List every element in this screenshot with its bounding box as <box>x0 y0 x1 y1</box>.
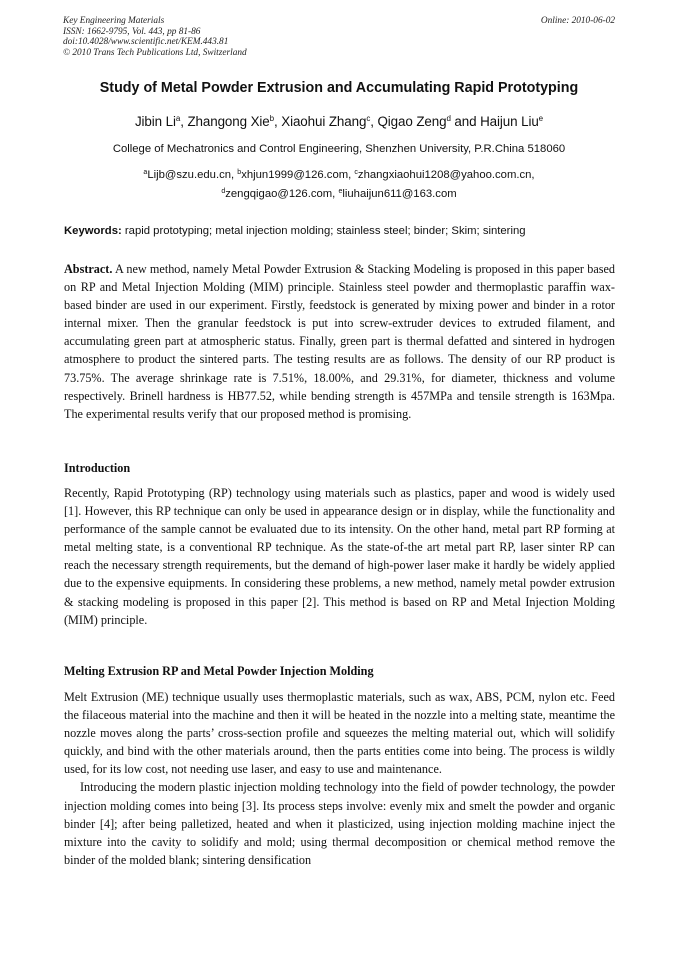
melt-extrusion-section <box>64 688 615 869</box>
author-separator: , <box>274 114 282 129</box>
abstract <box>64 260 615 423</box>
author-list <box>0 114 678 129</box>
email-mark: c <box>354 169 358 176</box>
issn-line: ISSN: 1662-9795, Vol. 443, pp 81-86 <box>63 26 201 37</box>
author-separator: , <box>370 114 378 129</box>
author-name: Xiaohui Zhang <box>281 114 367 129</box>
email-b: xhjun1999@126.com, <box>241 169 355 181</box>
email-a: Lijb@szu.edu.cn, <box>147 169 238 181</box>
author-name: Qigao Zeng <box>377 114 447 129</box>
paper-title: Study of Metal Powder Extrusion and Accumulating Rapid Prototyping <box>99 80 579 96</box>
email-mark: a <box>143 169 148 176</box>
author-mark: a <box>175 114 181 123</box>
doi-line: doi:10.4028/www.scientific.net/KEM.443.81 <box>63 37 229 48</box>
affiliation: College of Mechatronics and Control Engineering, Shenzhen University, P.R.China 518060 <box>112 143 566 155</box>
author-name: Zhangong Xie <box>187 114 270 129</box>
email-mark: b <box>237 169 242 176</box>
email-c: zhangxiaohui1208@yahoo.com.cn, <box>357 169 535 181</box>
email-mark: e <box>338 188 343 195</box>
author-mark: b <box>269 114 274 123</box>
keywords-label: Keywords: <box>64 225 122 237</box>
paragraph: Melt Extrusion (ME) technique usually uses thermoplastic materials, such as wax, ABS, PCM, nylon etc. Feed the filaceous material into the machine and then it will be heated in the nozzle into a melting state, meantime the nozzle moves along the parts’ cross-section profile and squeezes the melting material out, which will solidify quickly, and bind with the other materials around, then the parts entities come into being. The process is wildly used, for its low cost, not needing use laser, and easy to use and maintenance. <box>64 690 615 777</box>
email-mark: d <box>221 188 226 195</box>
author-mark: c <box>366 114 371 123</box>
author-separator: , <box>180 114 188 129</box>
author-mark: e <box>538 114 544 123</box>
author-emails <box>0 166 678 204</box>
journal-header <box>63 16 615 58</box>
paragraph: Introducing the modern plastic injection molding technology into the field of powder technology, the powder injection molding comes into being [3]. Its process steps involve: evenly mix and smelt the powder and organic binder [4]; after being palletized, heated and when it plasticized, using injection molding machine inject the mixture into the cavity to solidify and mold; using thermal decomposition or chemical method remove the binder of the molded blank; sintering densification <box>64 780 615 867</box>
author-name: Haijun Liu <box>480 114 539 129</box>
online-date: Online: 2010-06-02 <box>540 16 615 26</box>
copyright-line: © 2010 Trans Tech Publications Ltd, Switzerland <box>63 47 247 58</box>
keywords-text: rapid prototyping; metal injection molding; stainless steel; binder; Skim; sintering <box>121 225 526 237</box>
introduction-heading: Introduction <box>64 461 131 475</box>
introduction-text: Recently, Rapid Prototyping (RP) technology using materials such as plastics, paper and wood is widely used [1]. However, this RP technique can only be used in appearance design or in display, while the functionality and performance of the sample cannot be evaluated due to its intensity. On the other hand, metal part RP forming at metal melting state, is a conventional RP technique. As the state-of-the art metal part RP, laser sinter RP can reach the necessary strength requirements, but the demand of high-power laser make it hardly be widely applied due to the expensive equipments. In considering these problems, a new method, namely metal powder extrusion & stacking modeling is proposed in this paper [2]. This method is based on RP and Metal Injection Molding (MIM) principle. <box>64 486 615 627</box>
author-mark: d <box>446 114 451 123</box>
email-e: liuhaijun611@163.com <box>342 188 457 200</box>
author-name: Jibin Li <box>134 114 176 129</box>
email-line-2 <box>0 185 678 204</box>
abstract-label: Abstract. <box>64 262 113 276</box>
keywords <box>64 225 616 237</box>
author-separator: and <box>450 114 481 129</box>
email-line-1 <box>0 166 678 185</box>
journal-name: Key Engineering Materials <box>63 16 165 26</box>
melt-extrusion-heading: Melting Extrusion RP and Metal Powder Injection Molding <box>64 664 374 678</box>
email-d: zengqigao@126.com, <box>225 188 339 200</box>
abstract-text: A new method, namely Metal Powder Extrusion & Stacking Modeling is proposed in this paper based on RP and Metal Injection Molding (MIM) principle. Stainless steel powder and thermoplastic paraffin wax-based binder are used in our experiment. Firstly, feedstock is generated by mixing power and binder in a rotor internal mixer. Then the granular feedstock is put into screw-extruder devices to extruded filament, and accumulating green part at atmospheric status. Finally, green part is thermal defatted and sintered in hydrogen atmosphere to product the sintered parts. The testing results are as follows. The density of our RP product is 73.75%. The average shrinkage rate is 7.51%, 18.00%, and 29.31%, for diameter, thickness and volume respectively. Brinell hardness is HB77.52, while bending strength is 457MPa and tensile strength is 163Mpa. The experimental results verify that our proposed method is promising. <box>64 262 615 421</box>
